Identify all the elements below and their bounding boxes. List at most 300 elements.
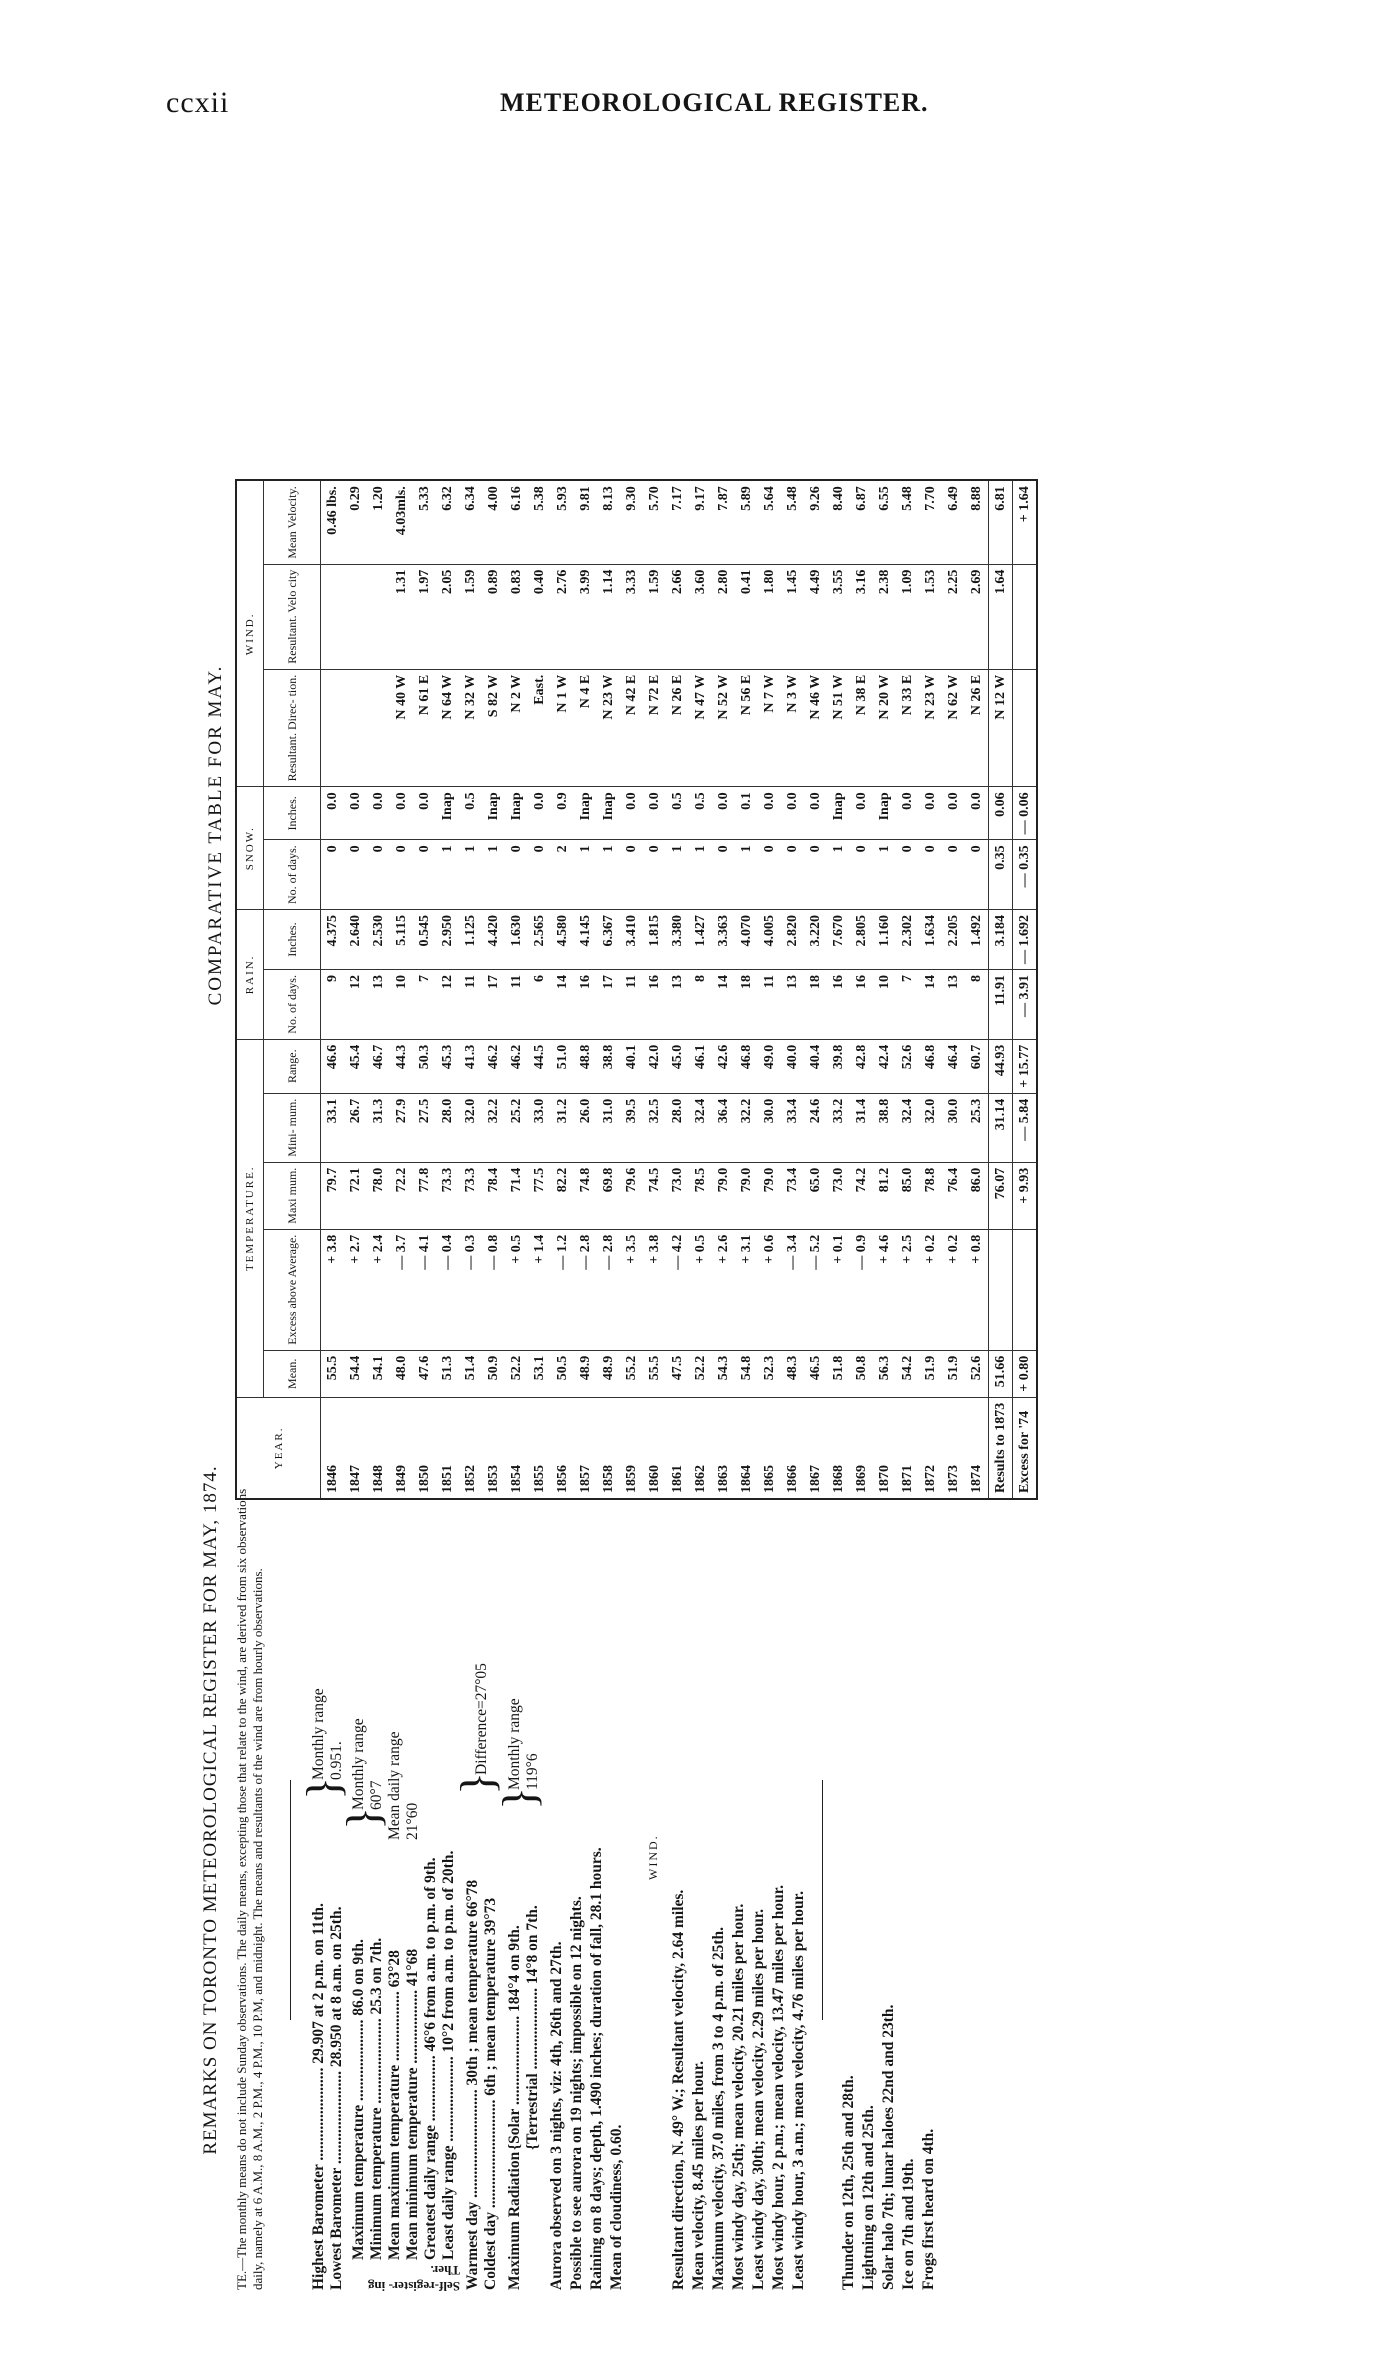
table-cell: 9.81 bbox=[574, 480, 597, 564]
table-cell: 2.640 bbox=[344, 910, 367, 970]
table-cell: 7 bbox=[896, 970, 919, 1040]
table-cell: 16 bbox=[574, 970, 597, 1040]
table-cell: + 0.2 bbox=[919, 1229, 942, 1350]
raining-days: Raining on 8 days; depth, 1.490 inches; duration of fall, 28.1 hours. bbox=[588, 1847, 605, 2290]
table-cell: 0.0 bbox=[321, 787, 345, 840]
table-cell: 32.5 bbox=[643, 1093, 666, 1162]
table-cell: 78.5 bbox=[689, 1162, 712, 1229]
table-cell: 56.3 bbox=[873, 1350, 896, 1397]
table-cell: 50.8 bbox=[850, 1350, 873, 1397]
table-cell: 39.5 bbox=[620, 1093, 643, 1162]
table-cell: 0.0 bbox=[965, 787, 989, 840]
table-cell: 11 bbox=[459, 970, 482, 1040]
table-cell: 1850 bbox=[413, 1397, 436, 1499]
table-cell: 51.4 bbox=[459, 1350, 482, 1397]
table-cell: 4.375 bbox=[321, 910, 345, 970]
table-cell: N 47 W bbox=[689, 669, 712, 787]
table-cell: 31.4 bbox=[850, 1093, 873, 1162]
page-number: ccxii bbox=[166, 86, 230, 119]
table-cell: N 32 W bbox=[459, 669, 482, 787]
table-cell: — 4.1 bbox=[413, 1229, 436, 1350]
table-row bbox=[344, 480, 367, 1499]
table-cell: + 9.93 bbox=[1013, 1162, 1038, 1229]
table-cell: 3.60 bbox=[689, 564, 712, 669]
table-cell: 1.45 bbox=[781, 564, 804, 669]
table-row bbox=[896, 480, 919, 1499]
table-cell: 46.8 bbox=[919, 1039, 942, 1093]
table-cell: 2.820 bbox=[781, 910, 804, 970]
table-cell: 45.0 bbox=[666, 1039, 689, 1093]
table-cell: 1 bbox=[482, 840, 505, 910]
temperature-range: Monthly range 60°7 bbox=[350, 1718, 385, 1810]
table-cell: + 2.5 bbox=[896, 1229, 919, 1350]
table-cell: 46.7 bbox=[367, 1039, 390, 1093]
table-cell: 1.815 bbox=[643, 910, 666, 970]
wind-line: Maximum velocity, 37.0 miles, from 3 to 4 p.m. of 25th. bbox=[710, 1926, 727, 2290]
table-cell: 78.4 bbox=[482, 1162, 505, 1229]
group-wind: WIND. bbox=[236, 480, 264, 787]
brace: } bbox=[493, 1786, 546, 1810]
table-row bbox=[413, 480, 436, 1499]
mean-daily-range: Mean daily range 21°60 bbox=[386, 1731, 421, 1840]
table-cell: 5.38 bbox=[528, 480, 551, 564]
table-cell: 6.49 bbox=[942, 480, 965, 564]
table-cell: 8.13 bbox=[597, 480, 620, 564]
table-cell: 51.9 bbox=[919, 1350, 942, 1397]
table-cell: 45.3 bbox=[436, 1039, 459, 1093]
table-cell: 0 bbox=[643, 840, 666, 910]
table-cell: 2.25 bbox=[942, 564, 965, 669]
table-cell: 33.4 bbox=[781, 1093, 804, 1162]
table-cell: 45.4 bbox=[344, 1039, 367, 1093]
table-cell: N 23 W bbox=[597, 669, 620, 787]
table-cell bbox=[344, 564, 367, 669]
table-cell: 48.9 bbox=[574, 1350, 597, 1397]
table-cell: 73.3 bbox=[436, 1162, 459, 1229]
table-cell: + 0.1 bbox=[827, 1229, 850, 1350]
table-cell: 0.41 bbox=[735, 564, 758, 669]
table-cell: 51.66 bbox=[989, 1350, 1013, 1397]
table-cell: 1 bbox=[436, 840, 459, 910]
table-cell: N 1 W bbox=[551, 669, 574, 787]
table-cell: 42.6 bbox=[712, 1039, 735, 1093]
table-cell: 0.0 bbox=[643, 787, 666, 840]
table-cell: 1.14 bbox=[597, 564, 620, 669]
table-cell: 31.14 bbox=[989, 1093, 1013, 1162]
table-cell: 13 bbox=[666, 970, 689, 1040]
table-cell: 44.5 bbox=[528, 1039, 551, 1093]
table-cell: N 12 W bbox=[989, 669, 1013, 787]
table-cell: 42.0 bbox=[643, 1039, 666, 1093]
table-cell: 41.3 bbox=[459, 1039, 482, 1093]
table-cell: 1.53 bbox=[919, 564, 942, 669]
table-cell: 48.9 bbox=[597, 1350, 620, 1397]
col-header: Inches. bbox=[264, 787, 321, 840]
wind-line: Resultant direction, N. 49° W.; Resultant velocity, 2.64 miles. bbox=[670, 1889, 687, 2290]
table-cell: 30.0 bbox=[758, 1093, 781, 1162]
table-cell: 3.16 bbox=[850, 564, 873, 669]
least-daily-range: Least daily range ...................... 10°2 from a.m. to p.m. of 20th. bbox=[440, 1850, 457, 2260]
table-cell: 1 bbox=[666, 840, 689, 910]
table-cell: 3.99 bbox=[574, 564, 597, 669]
brace: } bbox=[337, 1806, 390, 1830]
table-cell: 7.17 bbox=[666, 480, 689, 564]
table-cell: 73.0 bbox=[666, 1162, 689, 1229]
table-cell: 0.0 bbox=[413, 787, 436, 840]
table-cell: 11 bbox=[758, 970, 781, 1040]
table-cell: 8 bbox=[689, 970, 712, 1040]
table-cell: 2.66 bbox=[666, 564, 689, 669]
table-cell: 1.427 bbox=[689, 910, 712, 970]
table-cell: 0 bbox=[758, 840, 781, 910]
table-cell: 39.8 bbox=[827, 1039, 850, 1093]
table-cell: 32.2 bbox=[735, 1093, 758, 1162]
table-cell: 40.4 bbox=[804, 1039, 827, 1093]
table-cell: 25.2 bbox=[505, 1093, 528, 1162]
table-cell: 0.35 bbox=[989, 840, 1013, 910]
maximum-temperature: Maximum temperature ..................... 86.0 on 9th. bbox=[350, 1939, 367, 2260]
table-cell: 52.2 bbox=[689, 1350, 712, 1397]
aurora-observed: Aurora observed on 3 nights, viz: 4th, 26th and 27th. bbox=[548, 1941, 565, 2290]
table-cell: 1863 bbox=[712, 1397, 735, 1499]
table-row bbox=[436, 480, 459, 1499]
table-cell: + 0.6 bbox=[758, 1229, 781, 1350]
table-cell: 42.4 bbox=[873, 1039, 896, 1093]
table-cell: 5.48 bbox=[781, 480, 804, 564]
group-rain: RAIN. bbox=[236, 910, 264, 1040]
table-cell: 46.5 bbox=[804, 1350, 827, 1397]
coldest-day: Coldest day ............................ 6th ; mean temperature 39°73 bbox=[482, 1897, 499, 2290]
table-cell: 44.3 bbox=[390, 1039, 413, 1093]
mean-cloudiness: Mean of cloudiness, 0.60. bbox=[608, 2124, 625, 2290]
table-cell: 12 bbox=[344, 970, 367, 1040]
table-cell: East. bbox=[528, 669, 551, 787]
table-cell: 2.69 bbox=[965, 564, 989, 669]
table-cell: + 1.4 bbox=[528, 1229, 551, 1350]
table-cell: — 0.06 bbox=[1013, 787, 1038, 840]
column-header-row bbox=[264, 480, 321, 1499]
lowest-barometer: Lowest Barometer ........................ 28.950 at 8 a.m. on 25th. bbox=[328, 1906, 345, 2290]
table-cell bbox=[1013, 669, 1038, 787]
table-cell: 1.160 bbox=[873, 910, 896, 970]
table-cell: 33.2 bbox=[827, 1093, 850, 1162]
possible-aurora: Possible to see aurora on 19 nights; impossible on 12 nights. bbox=[568, 1896, 585, 2290]
table-cell: 4.00 bbox=[482, 480, 505, 564]
table-cell: 12 bbox=[436, 970, 459, 1040]
table-cell: 48.8 bbox=[574, 1039, 597, 1093]
table-cell: 55.5 bbox=[643, 1350, 666, 1397]
table-cell: N 62 W bbox=[942, 669, 965, 787]
warm-cold-difference: Difference=27°05 bbox=[473, 1663, 490, 1775]
table-cell: Inap bbox=[827, 787, 850, 840]
table-cell: 38.8 bbox=[597, 1039, 620, 1093]
summary-row bbox=[989, 480, 1013, 1499]
table-cell: 0.0 bbox=[758, 787, 781, 840]
event-line: Thunder on 12th, 25th and 28th. bbox=[840, 2075, 857, 2290]
table-cell: 1.80 bbox=[758, 564, 781, 669]
remarks-title: REMARKS ON TORONTO METEOROLOGICAL REGISTER FOR MAY, 1874. bbox=[200, 1465, 221, 2155]
table-cell: 32.0 bbox=[919, 1093, 942, 1162]
table-cell: 6 bbox=[528, 970, 551, 1040]
table-cell: 3.220 bbox=[804, 910, 827, 970]
table-cell: 0.0 bbox=[390, 787, 413, 840]
table-cell: 0.1 bbox=[735, 787, 758, 840]
table-row bbox=[965, 480, 989, 1499]
table-cell: 33.1 bbox=[321, 1093, 345, 1162]
table-cell: 1870 bbox=[873, 1397, 896, 1499]
table-cell: 72.1 bbox=[344, 1162, 367, 1229]
table-cell: Inap bbox=[436, 787, 459, 840]
table-row bbox=[758, 480, 781, 1499]
table-cell: 4.420 bbox=[482, 910, 505, 970]
remarks-intro: TE.—The monthly means do not include Sunday observations. The daily means, excepting those that relate to the wind, are derived from six observations daily, namely at 6 A.M., 8 A.M., 2 P.M., 4 P.M., 10 P.M, and midnight. The means and resultants of the wind are from hourly observations. bbox=[234, 1488, 265, 2290]
table-row bbox=[735, 480, 758, 1499]
table-cell: 13 bbox=[781, 970, 804, 1040]
table-cell: 54.3 bbox=[712, 1350, 735, 1397]
table-cell: 60.7 bbox=[965, 1039, 989, 1093]
table-cell: 1.20 bbox=[367, 480, 390, 564]
table-cell: 0.545 bbox=[413, 910, 436, 970]
table-cell: N 72 E bbox=[643, 669, 666, 787]
table-cell: + 3.1 bbox=[735, 1229, 758, 1350]
table-cell: 1847 bbox=[344, 1397, 367, 1499]
table-cell: 77.5 bbox=[528, 1162, 551, 1229]
table-cell: 8.88 bbox=[965, 480, 989, 564]
table-cell: 24.6 bbox=[804, 1093, 827, 1162]
table-cell: 18 bbox=[804, 970, 827, 1040]
table-cell: — 2.8 bbox=[574, 1229, 597, 1350]
table-cell: 1861 bbox=[666, 1397, 689, 1499]
table-cell: 2.565 bbox=[528, 910, 551, 970]
table-cell: 1.492 bbox=[965, 910, 989, 970]
warmest-day: Warmest day ............................ 30th ; mean temperature 66°78 bbox=[464, 1879, 481, 2290]
table-cell: 1857 bbox=[574, 1397, 597, 1499]
table-cell: 13 bbox=[942, 970, 965, 1040]
table-cell: 2.302 bbox=[896, 910, 919, 970]
table-cell: 6.34 bbox=[459, 480, 482, 564]
comparative-title: COMPARATIVE TABLE FOR MAY. bbox=[205, 664, 226, 1006]
table-cell: — 0.3 bbox=[459, 1229, 482, 1350]
table-cell: 5.64 bbox=[758, 480, 781, 564]
table-cell: 27.9 bbox=[390, 1093, 413, 1162]
table-cell: + 0.80 bbox=[1013, 1350, 1038, 1397]
table-cell: 1849 bbox=[390, 1397, 413, 1499]
col-header: Mean. bbox=[264, 1350, 321, 1397]
table-cell: 46.1 bbox=[689, 1039, 712, 1093]
table-cell: 0 bbox=[850, 840, 873, 910]
table-cell: Inap bbox=[574, 787, 597, 840]
table-cell: 0.0 bbox=[919, 787, 942, 840]
table-cell: 6.367 bbox=[597, 910, 620, 970]
table-cell: 31.2 bbox=[551, 1093, 574, 1162]
table-cell bbox=[1013, 1229, 1038, 1350]
table-cell bbox=[367, 669, 390, 787]
table-cell: 74.8 bbox=[574, 1162, 597, 1229]
table-row bbox=[689, 480, 712, 1499]
table-cell: 2.530 bbox=[367, 910, 390, 970]
table-cell: — 1.692 bbox=[1013, 910, 1038, 970]
table-cell: 51.0 bbox=[551, 1039, 574, 1093]
table-cell: 2.950 bbox=[436, 910, 459, 970]
table-cell: 1864 bbox=[735, 1397, 758, 1499]
table-cell: 0.0 bbox=[942, 787, 965, 840]
table-row bbox=[804, 480, 827, 1499]
table-cell: 73.4 bbox=[781, 1162, 804, 1229]
table-cell: + 0.5 bbox=[689, 1229, 712, 1350]
table-cell: N 61 E bbox=[413, 669, 436, 787]
table-cell: 0 bbox=[321, 840, 345, 910]
table-cell: + 3.8 bbox=[321, 1229, 345, 1350]
table-cell: + 1.64 bbox=[1013, 480, 1038, 564]
table-cell: 6.32 bbox=[436, 480, 459, 564]
table-cell: 4.070 bbox=[735, 910, 758, 970]
table-cell: + 15.77 bbox=[1013, 1039, 1038, 1093]
table-cell: 7.70 bbox=[919, 480, 942, 564]
table-cell: 1869 bbox=[850, 1397, 873, 1499]
table-cell: N 64 W bbox=[436, 669, 459, 787]
table-cell: 0.0 bbox=[344, 787, 367, 840]
table-cell: 3.184 bbox=[989, 910, 1013, 970]
table-cell: 0.0 bbox=[804, 787, 827, 840]
table-cell: 0.89 bbox=[482, 564, 505, 669]
table-cell: 6.55 bbox=[873, 480, 896, 564]
table-cell: 44.93 bbox=[989, 1039, 1013, 1093]
table-cell: 25.3 bbox=[965, 1093, 989, 1162]
table-cell: 7.670 bbox=[827, 910, 850, 970]
wind-line: Least windy hour, 3 a.m.; mean velocity, 4.76 miles per hour. bbox=[790, 1891, 807, 2290]
group-year: YEAR. bbox=[236, 1397, 321, 1499]
table-cell: 32.4 bbox=[896, 1093, 919, 1162]
table-cell: N 7 W bbox=[758, 669, 781, 787]
table-cell: 2.76 bbox=[551, 564, 574, 669]
table-cell: 0.0 bbox=[620, 787, 643, 840]
col-header: No. of days. bbox=[264, 970, 321, 1040]
table-cell: Inap bbox=[482, 787, 505, 840]
table-cell: — 4.2 bbox=[666, 1229, 689, 1350]
table-cell: 26.0 bbox=[574, 1093, 597, 1162]
table-cell: 3.55 bbox=[827, 564, 850, 669]
table-cell: N 23 W bbox=[919, 669, 942, 787]
table-cell: 1 bbox=[574, 840, 597, 910]
table-cell: S 82 W bbox=[482, 669, 505, 787]
table-cell: 5.89 bbox=[735, 480, 758, 564]
table-cell: 1866 bbox=[781, 1397, 804, 1499]
table-cell: N 26 E bbox=[965, 669, 989, 787]
comparative-body bbox=[321, 480, 1038, 1499]
table-cell: 74.5 bbox=[643, 1162, 666, 1229]
self-register-label: Self-register- ing Ther. bbox=[367, 2263, 460, 2294]
table-row bbox=[919, 480, 942, 1499]
table-cell: 50.5 bbox=[551, 1350, 574, 1397]
table-cell: 1871 bbox=[896, 1397, 919, 1499]
table-cell: 79.0 bbox=[735, 1162, 758, 1229]
table-cell: 46.2 bbox=[505, 1039, 528, 1093]
table-cell: 10 bbox=[390, 970, 413, 1040]
table-row bbox=[827, 480, 850, 1499]
mean-minimum-temperature: Mean minimum temperature ................... 41°68 bbox=[404, 1948, 421, 2260]
table-cell: 0.5 bbox=[666, 787, 689, 840]
table-cell: 1 bbox=[597, 840, 620, 910]
table-cell: 0 bbox=[413, 840, 436, 910]
table-cell: 50.9 bbox=[482, 1350, 505, 1397]
table-cell: 5.115 bbox=[390, 910, 413, 970]
wind-heading: WIND. bbox=[646, 1834, 660, 1880]
col-header: Range. bbox=[264, 1039, 321, 1093]
table-cell: 79.7 bbox=[321, 1162, 345, 1229]
table-cell: 1874 bbox=[965, 1397, 989, 1499]
table-cell: 0 bbox=[804, 840, 827, 910]
table-cell: 0 bbox=[896, 840, 919, 910]
table-cell: 16 bbox=[850, 970, 873, 1040]
table-cell: 2.205 bbox=[942, 910, 965, 970]
table-cell bbox=[344, 669, 367, 787]
table-cell: 0.46 lbs. bbox=[321, 480, 345, 564]
event-line: Ice on 7th and 19th. bbox=[900, 2158, 917, 2290]
table-cell: 9.26 bbox=[804, 480, 827, 564]
table-row bbox=[505, 480, 528, 1499]
table-cell: 54.1 bbox=[367, 1350, 390, 1397]
table-cell: + 3.5 bbox=[620, 1229, 643, 1350]
table-cell: 1.59 bbox=[643, 564, 666, 669]
table-cell: 0 bbox=[712, 840, 735, 910]
table-cell: 2.05 bbox=[436, 564, 459, 669]
table-cell: 4.005 bbox=[758, 910, 781, 970]
table-cell: 4.03mls. bbox=[390, 480, 413, 564]
table-cell: 1.97 bbox=[413, 564, 436, 669]
table-cell: 2.805 bbox=[850, 910, 873, 970]
table-cell: 0 bbox=[344, 840, 367, 910]
table-cell: 5.48 bbox=[896, 480, 919, 564]
table-cell: 36.4 bbox=[712, 1093, 735, 1162]
table-cell: 1846 bbox=[321, 1397, 345, 1499]
table-cell: 31.0 bbox=[597, 1093, 620, 1162]
col-header: Resultant. Direc- tion. bbox=[264, 669, 321, 787]
barometer-range: Monthly range 0.951. bbox=[310, 1688, 345, 1780]
summary-row bbox=[1013, 480, 1038, 1499]
table-cell: 72.2 bbox=[390, 1162, 413, 1229]
event-line: Solar halo 7th; lunar haloes 22nd and 23th. bbox=[880, 2004, 897, 2290]
table-row bbox=[620, 480, 643, 1499]
table-row bbox=[781, 480, 804, 1499]
table-cell: 31.3 bbox=[367, 1093, 390, 1162]
divider bbox=[290, 1780, 291, 2020]
table-cell: 3.33 bbox=[620, 564, 643, 669]
table-cell: 14 bbox=[712, 970, 735, 1040]
table-cell bbox=[321, 564, 345, 669]
table-cell: 46.2 bbox=[482, 1039, 505, 1093]
running-title: METEOROLOGICAL REGISTER. bbox=[500, 88, 929, 117]
table-cell: 1868 bbox=[827, 1397, 850, 1499]
table-cell: + 4.6 bbox=[873, 1229, 896, 1350]
table-cell: 3.363 bbox=[712, 910, 735, 970]
table-cell: 52.3 bbox=[758, 1350, 781, 1397]
table-cell: 2.38 bbox=[873, 564, 896, 669]
table-cell: 79.0 bbox=[758, 1162, 781, 1229]
table-cell: 0 bbox=[528, 840, 551, 910]
table-cell: Inap bbox=[505, 787, 528, 840]
table-cell: 0 bbox=[505, 840, 528, 910]
group-header-row bbox=[236, 480, 264, 1499]
table-cell: — 1.2 bbox=[551, 1229, 574, 1350]
table-cell: 3.410 bbox=[620, 910, 643, 970]
greatest-daily-range: Greatest daily range ................. 46°6 from a.m. to p.m. of 9th. bbox=[422, 1857, 439, 2260]
table-cell: N 2 W bbox=[505, 669, 528, 787]
table-cell: 14 bbox=[551, 970, 574, 1040]
table-cell: 32.4 bbox=[689, 1093, 712, 1162]
table-cell: 0.40 bbox=[528, 564, 551, 669]
comparative-table bbox=[235, 479, 1038, 1500]
table-cell: 79.0 bbox=[712, 1162, 735, 1229]
